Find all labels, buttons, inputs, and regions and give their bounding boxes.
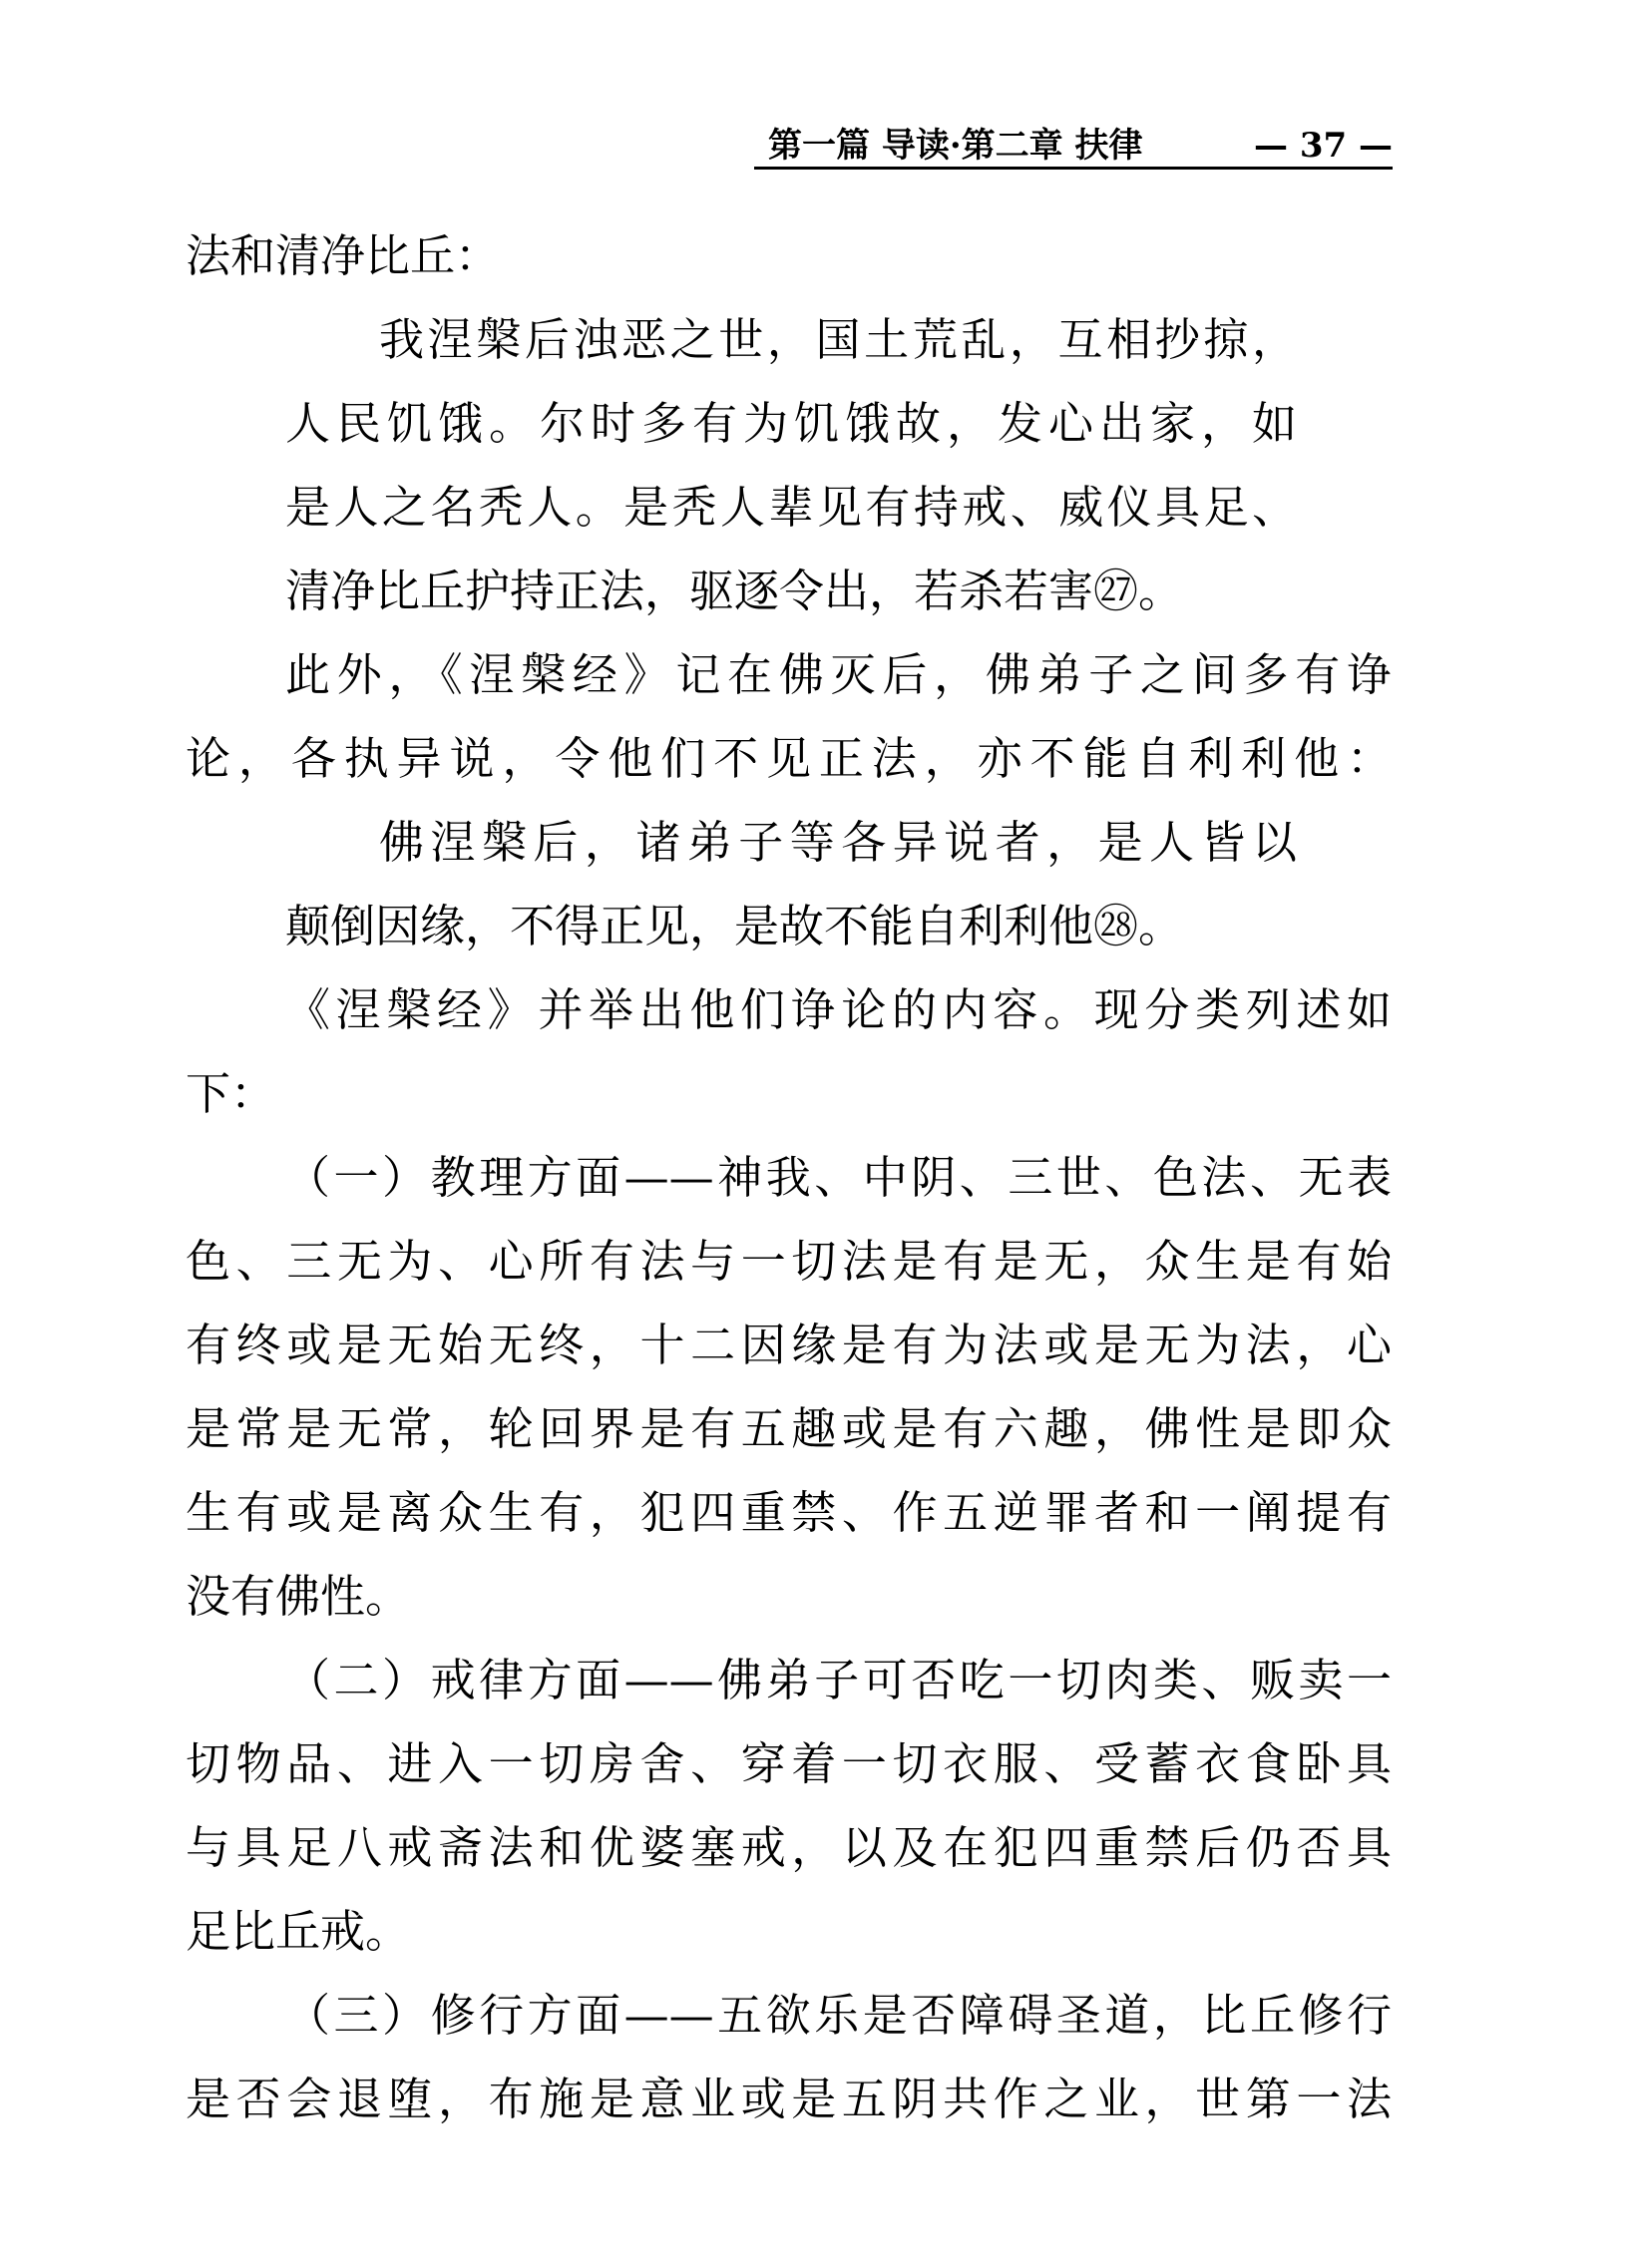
text-line: 没有佛性。 bbox=[186, 1570, 411, 1623]
quote-line: 是人之名秃人。是秃人辈见有持戒、威仪具足、 bbox=[285, 481, 1297, 534]
text-line: 此外，《涅槃经》记在佛灭后，佛弟子之间多有诤 bbox=[285, 648, 1392, 701]
quote-line: 我涅槃后浊恶之世，国土荒乱，互相抄掠， bbox=[379, 313, 1297, 366]
text-line: 法和清净比丘： bbox=[186, 229, 501, 282]
quote-line: 佛涅槃后，诸弟子等各异说者，是人皆以 bbox=[379, 816, 1297, 869]
text-line: 有终或是无始无终，十二因缘是有为法或是无为法，心 bbox=[186, 1319, 1392, 1371]
text-line: 足比丘戒。 bbox=[186, 1905, 411, 1958]
text-line: 论，各执异说，令他们不见正法，亦不能自利利他： bbox=[186, 732, 1392, 785]
quote-line: 清净比丘护持正法，驱逐令出，若杀若害㉗。 bbox=[285, 565, 1184, 617]
text-line: 下： bbox=[186, 1067, 276, 1120]
header-rule bbox=[754, 167, 1393, 170]
text-line: 生有或是离众生有，犯四重禁、作五逆罪者和一阐提有 bbox=[186, 1486, 1392, 1539]
quote-line: 人民饥饿。尔时多有为饥饿故，发心出家，如 bbox=[285, 397, 1297, 450]
text-line: 是否会退堕，布施是意业或是五阴共作之业，世第一法 bbox=[186, 2073, 1392, 2125]
quote-line: 颠倒因缘，不得正见，是故不能自利利他㉘。 bbox=[285, 900, 1184, 952]
text-line: （三）修行方面——五欲乐是否障碍圣道，比丘修行 bbox=[285, 1989, 1392, 2042]
text-line: 切物品、进入一切房舍、穿着一切衣服、受蓄衣食卧具 bbox=[186, 1737, 1392, 1790]
header-section-title: 第一篇 导读·第二章 扶律 bbox=[768, 126, 1143, 166]
text-line: 《涅槃经》并举出他们诤论的内容。现分类列述如 bbox=[285, 983, 1392, 1036]
text-line: 与具足八戒斋法和优婆塞戒，以及在犯四重禁后仍否具 bbox=[186, 1821, 1392, 1874]
text-line: （二）戒律方面——佛弟子可否吃一切肉类、贩卖一 bbox=[285, 1654, 1392, 1706]
text-line: （一）教理方面——神我、中阴、三世、色法、无表 bbox=[285, 1151, 1392, 1204]
text-line: 是常是无常，轮回界是有五趣或是有六趣，佛性是即众 bbox=[186, 1402, 1392, 1455]
running-header bbox=[768, 118, 1393, 167]
page-number: — 37 — bbox=[1254, 126, 1393, 166]
text-line: 色、三无为、心所有法与一切法是有是无，众生是有始 bbox=[186, 1235, 1392, 1288]
